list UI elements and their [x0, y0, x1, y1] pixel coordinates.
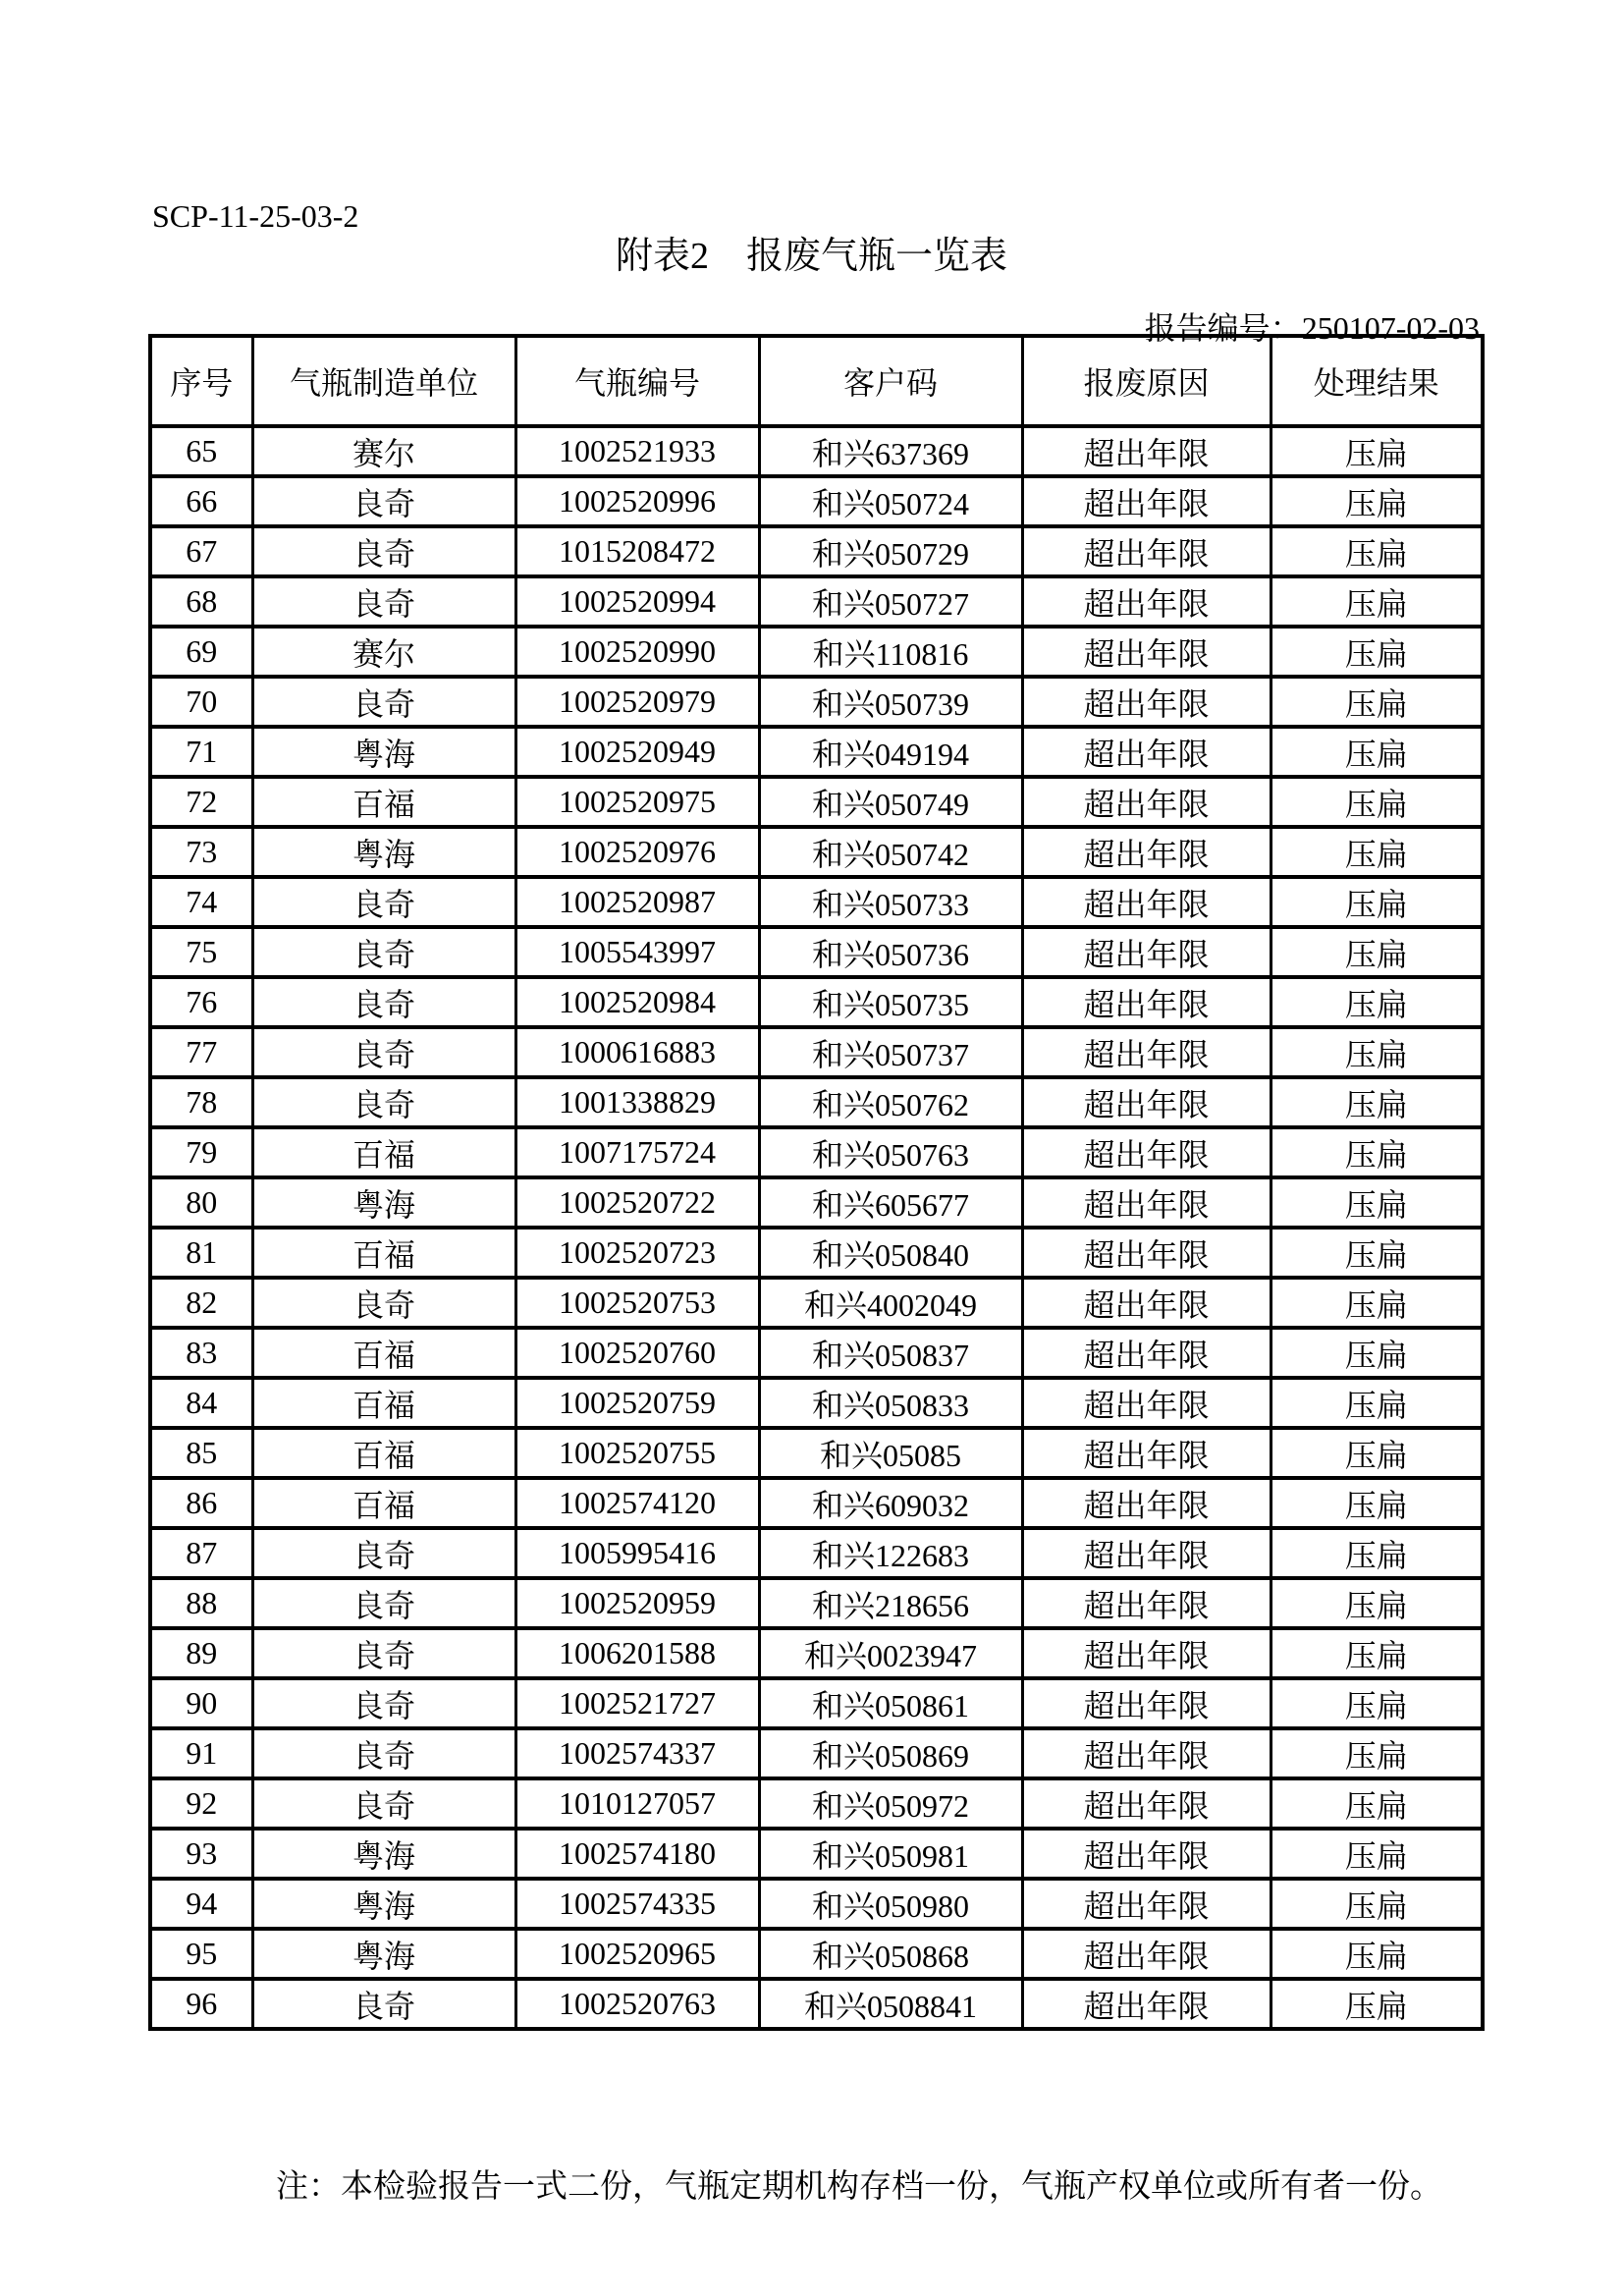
cell-manufacturer: 百福 — [252, 1127, 515, 1177]
cell-manufacturer: 粤海 — [252, 1929, 515, 1979]
table-row — [150, 827, 1483, 877]
table-row — [150, 627, 1483, 677]
table-row — [150, 1929, 1483, 1979]
table-row — [150, 1628, 1483, 1678]
cell-scrap-reason: 超出年限 — [1022, 1578, 1271, 1628]
cell-scrap-reason: 超出年限 — [1022, 1628, 1271, 1678]
cell-cylinder-no: 1002521727 — [515, 1678, 759, 1728]
cell-scrap-reason: 超出年限 — [1022, 1728, 1271, 1778]
cell-manufacturer: 粤海 — [252, 727, 515, 777]
cell-result: 压扁 — [1271, 526, 1483, 576]
cell-seq: 96 — [150, 1979, 252, 2029]
cell-customer-code: 和兴050762 — [759, 1077, 1022, 1127]
cell-customer-code: 和兴0023947 — [759, 1628, 1022, 1678]
table-row — [150, 1478, 1483, 1528]
cell-cylinder-no: 1005995416 — [515, 1528, 759, 1578]
cell-manufacturer: 良奇 — [252, 526, 515, 576]
cell-result: 压扁 — [1271, 877, 1483, 927]
cell-manufacturer: 良奇 — [252, 1578, 515, 1628]
cell-customer-code: 和兴050742 — [759, 827, 1022, 877]
cell-manufacturer: 赛尔 — [252, 426, 515, 476]
cell-cylinder-no: 1005543997 — [515, 927, 759, 977]
cell-scrap-reason: 超出年限 — [1022, 777, 1271, 827]
cell-seq: 65 — [150, 426, 252, 476]
cell-cylinder-no: 1006201588 — [515, 1628, 759, 1678]
cell-seq: 72 — [150, 777, 252, 827]
cell-customer-code: 和兴050739 — [759, 677, 1022, 727]
column-header-cylinder-no: 气瓶编号 — [515, 336, 759, 426]
cell-scrap-reason: 超出年限 — [1022, 877, 1271, 927]
cell-manufacturer: 良奇 — [252, 576, 515, 627]
page-title: 附表2 报废气瓶一览表 — [615, 236, 1007, 277]
report-number-label: 报告编号： — [1144, 310, 1302, 346]
cell-customer-code: 和兴050737 — [759, 1027, 1022, 1077]
cell-manufacturer: 良奇 — [252, 476, 515, 526]
cell-result: 压扁 — [1271, 1929, 1483, 1979]
cell-customer-code: 和兴218656 — [759, 1578, 1022, 1628]
cell-cylinder-no: 1002574337 — [515, 1728, 759, 1778]
cell-customer-code: 和兴110816 — [759, 627, 1022, 677]
cell-scrap-reason: 超出年限 — [1022, 1378, 1271, 1428]
cell-manufacturer: 粤海 — [252, 1879, 515, 1929]
cell-cylinder-no: 1002574180 — [515, 1829, 759, 1879]
cell-customer-code: 和兴050735 — [759, 977, 1022, 1027]
cell-customer-code: 和兴0508841 — [759, 1979, 1022, 2029]
cell-scrap-reason: 超出年限 — [1022, 576, 1271, 627]
cell-scrap-reason: 超出年限 — [1022, 1428, 1271, 1478]
cell-result: 压扁 — [1271, 576, 1483, 627]
table-row — [150, 1829, 1483, 1879]
cell-seq: 93 — [150, 1829, 252, 1879]
cell-seq: 85 — [150, 1428, 252, 1478]
cell-cylinder-no: 1010127057 — [515, 1778, 759, 1829]
cell-customer-code: 和兴050869 — [759, 1728, 1022, 1778]
table-row — [150, 1778, 1483, 1829]
table-row — [150, 977, 1483, 1027]
cell-result: 压扁 — [1271, 426, 1483, 476]
cell-scrap-reason: 超出年限 — [1022, 476, 1271, 526]
cell-cylinder-no: 1002520990 — [515, 627, 759, 677]
cell-manufacturer: 百福 — [252, 1328, 515, 1378]
cell-seq: 74 — [150, 877, 252, 927]
cell-manufacturer: 良奇 — [252, 1628, 515, 1678]
table-row — [150, 877, 1483, 927]
cell-scrap-reason: 超出年限 — [1022, 1328, 1271, 1378]
cell-result: 压扁 — [1271, 1278, 1483, 1328]
cell-seq: 82 — [150, 1278, 252, 1328]
cell-manufacturer: 良奇 — [252, 1728, 515, 1778]
table-row — [150, 1328, 1483, 1378]
cell-manufacturer: 粤海 — [252, 1177, 515, 1228]
cell-result: 压扁 — [1271, 1127, 1483, 1177]
cell-customer-code: 和兴122683 — [759, 1528, 1022, 1578]
column-header-manufacturer: 气瓶制造单位 — [252, 336, 515, 426]
cell-customer-code: 和兴050733 — [759, 877, 1022, 927]
cell-cylinder-no: 1015208472 — [515, 526, 759, 576]
cell-result: 压扁 — [1271, 1328, 1483, 1378]
table-row — [150, 1979, 1483, 2029]
table-row — [150, 1077, 1483, 1127]
table-row — [150, 727, 1483, 777]
cell-customer-code: 和兴637369 — [759, 426, 1022, 476]
table-row — [150, 1278, 1483, 1328]
cell-manufacturer: 百福 — [252, 1378, 515, 1428]
cell-customer-code: 和兴049194 — [759, 727, 1022, 777]
cell-result: 压扁 — [1271, 1378, 1483, 1428]
table-row — [150, 1027, 1483, 1077]
cell-cylinder-no: 1002520979 — [515, 677, 759, 727]
cell-manufacturer: 良奇 — [252, 1027, 515, 1077]
table-row — [150, 1228, 1483, 1278]
cell-scrap-reason: 超出年限 — [1022, 977, 1271, 1027]
table-row — [150, 1177, 1483, 1228]
cell-scrap-reason: 超出年限 — [1022, 1678, 1271, 1728]
cell-manufacturer: 良奇 — [252, 677, 515, 727]
cell-cylinder-no: 1002520975 — [515, 777, 759, 827]
cell-customer-code: 和兴050861 — [759, 1678, 1022, 1728]
cell-cylinder-no: 1002520976 — [515, 827, 759, 877]
cell-manufacturer: 良奇 — [252, 1077, 515, 1127]
cell-scrap-reason: 超出年限 — [1022, 1278, 1271, 1328]
cell-result: 压扁 — [1271, 1478, 1483, 1528]
column-header-scrap-reason: 报废原因 — [1022, 336, 1271, 426]
cell-manufacturer: 赛尔 — [252, 627, 515, 677]
table-row — [150, 1378, 1483, 1428]
cell-seq: 83 — [150, 1328, 252, 1378]
cell-seq: 67 — [150, 526, 252, 576]
cell-cylinder-no: 1002520996 — [515, 476, 759, 526]
cell-cylinder-no: 1002520984 — [515, 977, 759, 1027]
cell-cylinder-no: 1002520959 — [515, 1578, 759, 1628]
cell-manufacturer: 良奇 — [252, 1979, 515, 2029]
cell-seq: 76 — [150, 977, 252, 1027]
cell-seq: 71 — [150, 727, 252, 777]
table-row — [150, 526, 1483, 576]
cell-customer-code: 和兴050972 — [759, 1778, 1022, 1829]
table-row — [150, 1578, 1483, 1628]
table-row — [150, 576, 1483, 627]
cell-result: 压扁 — [1271, 1428, 1483, 1478]
cell-manufacturer: 良奇 — [252, 877, 515, 927]
cell-customer-code: 和兴050980 — [759, 1879, 1022, 1929]
cell-customer-code: 和兴050868 — [759, 1929, 1022, 1979]
cell-customer-code: 和兴605677 — [759, 1177, 1022, 1228]
cell-result: 压扁 — [1271, 1027, 1483, 1077]
cell-result: 压扁 — [1271, 1728, 1483, 1778]
cell-seq: 69 — [150, 627, 252, 677]
cell-scrap-reason: 超出年限 — [1022, 1979, 1271, 2029]
cell-seq: 75 — [150, 927, 252, 977]
cell-result: 压扁 — [1271, 1829, 1483, 1879]
cell-result: 压扁 — [1271, 977, 1483, 1027]
cell-result: 压扁 — [1271, 476, 1483, 526]
table-row — [150, 1127, 1483, 1177]
cell-seq: 92 — [150, 1778, 252, 1829]
cell-seq: 88 — [150, 1578, 252, 1628]
cell-scrap-reason: 超出年限 — [1022, 526, 1271, 576]
cell-manufacturer: 百福 — [252, 1428, 515, 1478]
cell-seq: 78 — [150, 1077, 252, 1127]
cell-manufacturer: 良奇 — [252, 1528, 515, 1578]
cell-result: 压扁 — [1271, 1678, 1483, 1728]
table-row — [150, 426, 1483, 476]
cell-result: 压扁 — [1271, 1628, 1483, 1678]
document-code: SCP-11-25-03-2 — [152, 198, 359, 234]
cell-scrap-reason: 超出年限 — [1022, 1528, 1271, 1578]
table-row — [150, 927, 1483, 977]
cell-cylinder-no: 1002520760 — [515, 1328, 759, 1378]
table-body — [150, 426, 1483, 2029]
cell-seq: 95 — [150, 1929, 252, 1979]
column-header-customer-code: 客户码 — [759, 336, 1022, 426]
table-row — [150, 1678, 1483, 1728]
cell-customer-code: 和兴05085 — [759, 1428, 1022, 1478]
cell-seq: 70 — [150, 677, 252, 727]
cell-scrap-reason: 超出年限 — [1022, 426, 1271, 476]
scrap-cylinder-table — [148, 334, 1485, 2031]
cell-cylinder-no: 1000616883 — [515, 1027, 759, 1077]
cell-seq: 84 — [150, 1378, 252, 1428]
cell-seq: 89 — [150, 1628, 252, 1678]
column-header-seq: 序号 — [150, 336, 252, 426]
table-row — [150, 476, 1483, 526]
report-number-value: 250107-02-03 — [1301, 310, 1480, 346]
cell-customer-code: 和兴050749 — [759, 777, 1022, 827]
cell-result: 压扁 — [1271, 777, 1483, 827]
cell-result: 压扁 — [1271, 1979, 1483, 2029]
cell-cylinder-no: 1002520987 — [515, 877, 759, 927]
header-row — [150, 336, 1483, 426]
table-row — [150, 777, 1483, 827]
cell-manufacturer: 良奇 — [252, 1678, 515, 1728]
cell-cylinder-no: 1002520965 — [515, 1929, 759, 1979]
cell-cylinder-no: 1002574120 — [515, 1478, 759, 1528]
cell-cylinder-no: 1002520722 — [515, 1177, 759, 1228]
cell-manufacturer: 良奇 — [252, 927, 515, 977]
cell-seq: 66 — [150, 476, 252, 526]
cell-scrap-reason: 超出年限 — [1022, 1127, 1271, 1177]
cell-seq: 81 — [150, 1228, 252, 1278]
cell-customer-code: 和兴050763 — [759, 1127, 1022, 1177]
cell-cylinder-no: 1002520723 — [515, 1228, 759, 1278]
cell-seq: 86 — [150, 1478, 252, 1528]
cell-scrap-reason: 超出年限 — [1022, 1077, 1271, 1127]
cell-customer-code: 和兴050837 — [759, 1328, 1022, 1378]
cell-seq: 80 — [150, 1177, 252, 1228]
cell-cylinder-no: 1001338829 — [515, 1077, 759, 1127]
cell-manufacturer: 粤海 — [252, 1829, 515, 1879]
cell-result: 压扁 — [1271, 1778, 1483, 1829]
cell-customer-code: 和兴050736 — [759, 927, 1022, 977]
table-row — [150, 677, 1483, 727]
cell-result: 压扁 — [1271, 1177, 1483, 1228]
cell-result: 压扁 — [1271, 1228, 1483, 1278]
cell-result: 压扁 — [1271, 827, 1483, 877]
cell-scrap-reason: 超出年限 — [1022, 727, 1271, 777]
cell-cylinder-no: 1002520753 — [515, 1278, 759, 1328]
column-header-result: 处理结果 — [1271, 336, 1483, 426]
cell-manufacturer: 良奇 — [252, 977, 515, 1027]
cell-customer-code: 和兴609032 — [759, 1478, 1022, 1528]
table-row — [150, 1879, 1483, 1929]
cell-seq: 77 — [150, 1027, 252, 1077]
table-row — [150, 1528, 1483, 1578]
cell-result: 压扁 — [1271, 1578, 1483, 1628]
table-row — [150, 1728, 1483, 1778]
cell-customer-code: 和兴050840 — [759, 1228, 1022, 1278]
footer-note: 注：本检验报告一式二份，气瓶定期机构存档一份，气瓶产权单位或所有者一份。 — [276, 2169, 1442, 2205]
cell-cylinder-no: 1002520759 — [515, 1378, 759, 1428]
cell-result: 压扁 — [1271, 1077, 1483, 1127]
cell-customer-code: 和兴050981 — [759, 1829, 1022, 1879]
cell-seq: 87 — [150, 1528, 252, 1578]
cell-result: 压扁 — [1271, 1879, 1483, 1929]
cell-cylinder-no: 1002520755 — [515, 1428, 759, 1478]
table-row — [150, 1428, 1483, 1478]
cell-manufacturer: 百福 — [252, 1478, 515, 1528]
cell-result: 压扁 — [1271, 677, 1483, 727]
cell-cylinder-no: 1002520994 — [515, 576, 759, 627]
cell-cylinder-no: 1002574335 — [515, 1879, 759, 1929]
cell-cylinder-no: 1002521933 — [515, 426, 759, 476]
cell-seq: 91 — [150, 1728, 252, 1778]
cell-scrap-reason: 超出年限 — [1022, 1829, 1271, 1879]
cell-customer-code: 和兴050833 — [759, 1378, 1022, 1428]
table-header — [150, 336, 1483, 426]
cell-scrap-reason: 超出年限 — [1022, 1177, 1271, 1228]
cell-customer-code: 和兴050729 — [759, 526, 1022, 576]
cell-customer-code: 和兴4002049 — [759, 1278, 1022, 1328]
cell-cylinder-no: 1002520949 — [515, 727, 759, 777]
cell-scrap-reason: 超出年限 — [1022, 1879, 1271, 1929]
cell-result: 压扁 — [1271, 927, 1483, 977]
cell-manufacturer: 良奇 — [252, 1778, 515, 1829]
cell-seq: 94 — [150, 1879, 252, 1929]
cell-scrap-reason: 超出年限 — [1022, 1027, 1271, 1077]
cell-seq: 79 — [150, 1127, 252, 1177]
cell-scrap-reason: 超出年限 — [1022, 627, 1271, 677]
cell-seq: 73 — [150, 827, 252, 877]
cell-seq: 68 — [150, 576, 252, 627]
cell-scrap-reason: 超出年限 — [1022, 927, 1271, 977]
cell-seq: 90 — [150, 1678, 252, 1728]
cell-manufacturer: 粤海 — [252, 827, 515, 877]
cell-scrap-reason: 超出年限 — [1022, 1478, 1271, 1528]
cell-scrap-reason: 超出年限 — [1022, 1228, 1271, 1278]
cell-customer-code: 和兴050724 — [759, 476, 1022, 526]
cell-scrap-reason: 超出年限 — [1022, 1929, 1271, 1979]
cell-customer-code: 和兴050727 — [759, 576, 1022, 627]
cell-cylinder-no: 1002520763 — [515, 1979, 759, 2029]
cell-manufacturer: 百福 — [252, 1228, 515, 1278]
cell-manufacturer: 良奇 — [252, 1278, 515, 1328]
cell-result: 压扁 — [1271, 627, 1483, 677]
cell-scrap-reason: 超出年限 — [1022, 827, 1271, 877]
cell-result: 压扁 — [1271, 727, 1483, 777]
cell-scrap-reason: 超出年限 — [1022, 1778, 1271, 1829]
cell-cylinder-no: 1007175724 — [515, 1127, 759, 1177]
cell-manufacturer: 百福 — [252, 777, 515, 827]
cell-result: 压扁 — [1271, 1528, 1483, 1578]
cell-scrap-reason: 超出年限 — [1022, 677, 1271, 727]
